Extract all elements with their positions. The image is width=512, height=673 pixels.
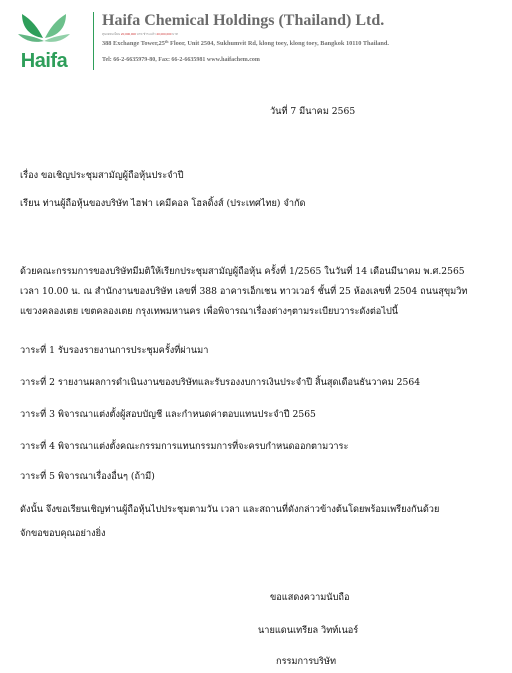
address-part-3: Floor, Unit 2504, Sukhumvit Rd, klong toey, klong toey, Bangkok 10110 Thailand.	[168, 40, 389, 47]
agenda-item-5: วาระที่ 5 พิจารณาเรื่องอื่นๆ (ถ้ามี)	[20, 471, 155, 482]
signatory-name: นายแดนเทรียล วิทท์เนอร์	[258, 625, 359, 636]
leaf-icon	[16, 12, 72, 52]
intro-line-2: เวลา 10.00 น. ณ สำนักงานของบริษัท เลขที่ 388 อาคารเอ็กเชน ทาวเวอร์ ชั้นที่ 25 ห้องเลขที่ 2504 ถนนสุขุมวิท	[20, 286, 468, 297]
intro-line-3: แขวงคลองเตย เขตคลองเตย กรุงเทพมหานคร เพื่อพิจารณาเรื่องต่างๆตามระเบียบวาระดังต่อไปนี้	[20, 306, 399, 317]
signoff: ขอแสดงความนับถือ	[270, 592, 350, 603]
logo-wordmark: Haifa	[20, 50, 68, 72]
signatory-title: กรรมการบริษัท	[276, 656, 337, 667]
header-divider	[93, 12, 94, 70]
company-address	[102, 39, 389, 47]
agenda-item-1: วาระที่ 1 รับรองรายงานการประชุมครั้งที่ผ่านมา	[20, 345, 209, 356]
fine-print-3: บาท	[136, 32, 143, 36]
letter-date: วันที่ 7 มีนาคม 2565	[270, 106, 356, 117]
registered-capital	[102, 32, 178, 37]
fine-print-2: 20,000,000	[120, 32, 136, 36]
agenda-item-3: วาระที่ 3 พิจารณาแต่งตั้งผู้สอบบัญชี และกำหนดค่าตอบแทนประจำปี 2565	[20, 409, 316, 420]
address-part-1: 388 Exchange Tower,25	[102, 40, 165, 47]
agenda-item-2: วาระที่ 2 รายงานผลการดำเนินงานของบริษัทและรับรองงบการเงินประจำปี สิ้นสุดเดือนธันวาคม 2564	[20, 377, 421, 388]
haifa-logo	[16, 12, 72, 70]
intro-line-1: ด้วยคณะกรรมการของบริษัทมีมติให้เรียกประชุมสามัญผู้ถือหุ้น ครั้งที่ 1/2565 ในวันที่ 14 เดือนมีนาคม พ.ศ.2565	[20, 266, 465, 277]
fine-print-4: ชำระแล้ว	[143, 32, 156, 36]
closing-line-1: ดังนั้น จึงขอเรียนเชิญท่านผู้ถือหุ้นไปประชุมตามวัน เวลา และสถานที่ดังกล่าวข้างต้นโดยพร้อมเพรียงกันด้วย	[20, 504, 440, 515]
letter-recipient: เรียน ท่านผู้ถือหุ้นของบริษัท ไฮฟา เคมีคอล โฮลดิ้งส์ (ประเทศไทย) จำกัด	[20, 198, 306, 209]
fine-print-1: ทุนจดทะเบียน	[102, 32, 121, 36]
address-part-2: th	[164, 39, 169, 44]
company-contact: Tel: 66-2-6635979-80, Fax: 66-2-6635981 www.haifachem.com	[102, 57, 260, 63]
closing-line-2: จักขอขอบคุณอย่างยิ่ง	[20, 528, 106, 539]
fine-print-6: บาท	[172, 32, 178, 36]
company-name: Haifa Chemical Holdings (Thailand) Ltd.	[102, 12, 385, 29]
letter-subject: เรื่อง ขอเชิญประชุมสามัญผู้ถือหุ้นประจำปี	[20, 170, 184, 181]
agenda-item-4: วาระที่ 4 พิจารณาแต่งตั้งคณะกรรมการแทนกรรมการที่จะครบกำหนดออกตามวาระ	[20, 441, 349, 452]
fine-print-5: 20,000,000	[156, 32, 172, 36]
